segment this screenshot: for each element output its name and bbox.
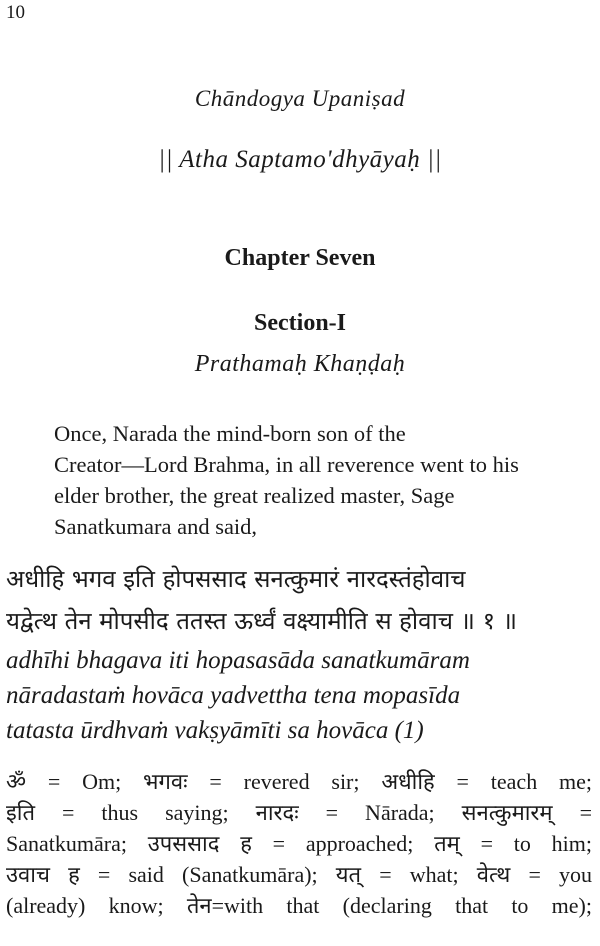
intro-line: Creator—Lord Brahma, in all reverence went to his [54, 452, 519, 477]
running-title: Chāndogya Upaniṣad [194, 86, 406, 111]
section-subtitle: Prathamaḥ Khaṇḍaḥ [194, 351, 406, 377]
page-number: 10 [6, 2, 25, 23]
translit-line: nāradastaṁ hovāca yadvettha tena mopasīda [6, 682, 461, 709]
word-gloss [6, 766, 592, 921]
intro-line: elder brother, the great realized master, Sage [54, 483, 455, 508]
intro-line: Sanatkumara and said, [54, 514, 258, 539]
chapter-title: Chapter Seven [224, 245, 376, 271]
verse-line: यद्वेत्थ तेन मोपसीद ततस्त ऊर्ध्वं वक्ष्यामीति स होवाच ॥ १ ॥ [6, 607, 518, 635]
intro-paragraph [6, 418, 592, 542]
gloss-line: Sanatkumāra; उपससाद ह = approached; तम् = to him; [6, 831, 592, 856]
gloss-line: ॐ = Om; भगवः = revered sir; अधीहि = teach me; [6, 769, 592, 794]
intro-line: Once, Narada the mind-born son of the [54, 421, 406, 446]
sanskrit-verse [6, 558, 596, 642]
adhyaya-heading: || Atha Saptamo'dhyāyaḥ || [158, 146, 442, 173]
translit-line: tatasta ūrdhvaṁ vakṣyāmīti sa hovāca (1) [6, 717, 424, 744]
gloss-line: इति = thus saying; नारदः = Nārada; सनत्कुमारम् = [6, 800, 592, 825]
verse-line: अधीहि भगव इति होपससाद सनत्कुमारं नारदस्तंहोवाच [6, 565, 466, 593]
transliteration [6, 643, 592, 748]
translit-line: adhīhi bhagava iti hopasasāda sanatkumāram [6, 647, 470, 674]
gloss-line: उवाच ह = said (Sanatkumāra); यत् = what; वेत्थ = you [6, 862, 592, 887]
section-title: Section-I [254, 310, 346, 336]
gloss-line: (already) know; तेन=with that (declaring that to me); [6, 893, 592, 918]
